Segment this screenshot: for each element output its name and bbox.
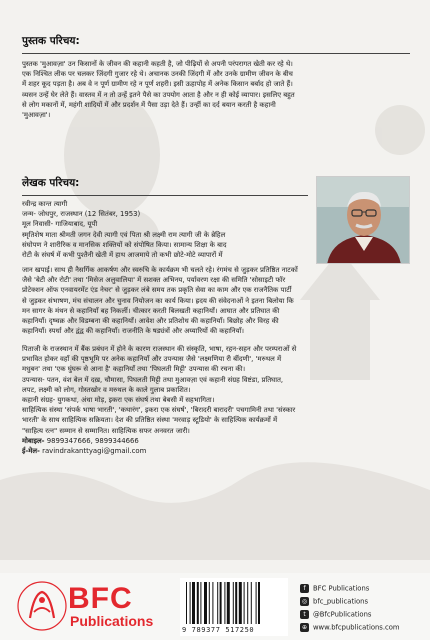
instagram-icon: ◎ — [301, 598, 308, 605]
author-text-line: प्रोटेक्शन ऑफ एनवायरमेंट एंड नेचर' से जुड़कर लंबे समय तक प्रकृति सेवा का काम और एक राजनैतिक पार्टी — [22, 286, 292, 295]
author-text-line: संघोपण ने शारीरिक व मानसिक शक्तियों को संपोषित किया। सामान्य शिक्षा के बाद — [22, 240, 227, 249]
publisher-emblem-icon — [16, 578, 68, 634]
publisher-logo: BFC — [68, 582, 133, 615]
author-career-line: लपट, लक्ष्मी को लोग, गोस्तखोर व मरुथल के काले गुलाब प्रकाशित। — [22, 385, 191, 394]
author-text-line: कहानियाँ। स्पर्धा और द्वंद्व की कहानियाँ। राजनीति के षड्यंत्रों और अय्यारियों की कहानियाँ। — [22, 327, 245, 336]
barcode-bar — [227, 582, 230, 624]
barcode-bar — [224, 582, 225, 624]
publisher-link-text: bfc_publications — [313, 597, 369, 606]
author-career-line: पिताजी के राजस्थान में बैंक प्रबंधन में होने के कारण राजस्थान की संस्कृति, भाषा, रहन-सहन और परम्पराओं से — [22, 345, 297, 353]
publisher-link-text: @BfcPublications — [313, 610, 372, 619]
author-career-line: मधुबन' तथा 'एक घुंघरू से आना है' कहानियाँ तथा 'पिघलती मिट्टी' उपन्यास की रचना की। — [22, 365, 246, 374]
barcode-bar — [235, 582, 237, 624]
book-intro-line: में शहर कूद पड़ता है। अब वे न पूर्ण ग्रामीण रहे न पूर्ण शहरी। इसी ऊहापोह में अनेक किसान बर्बाद हो जाते हैं। — [22, 80, 293, 89]
author-intro-body — [22, 265, 410, 336]
publisher-link-text: www.bfcpublications.com — [313, 623, 400, 632]
barcode-bar — [251, 582, 252, 624]
publisher-link-twitter[interactable] — [300, 610, 371, 619]
author-career-line: भारती' के साथ साहित्यिक सक्रियता। देश की प्रतिष्ठित संस्था 'मरवाड़ स्टूडियो' के साहित्यिक कार्यक्रमों में — [22, 416, 278, 425]
barcode-bar — [258, 582, 260, 624]
author-origin: मूल निवासी- गाजियाबाद, यूपी — [22, 220, 98, 229]
author-text-line: जैसे 'बेटी और रोटी' तथा 'मिसेज अलुवालिया' में सशक्त अभिनय, पर्यावरण रक्षा की समिति 'सोसाइटी फॉर — [22, 276, 286, 285]
mobile-number[interactable]: 9899347666, 9899344666 — [46, 436, 139, 445]
author-text-line: जान खपाई। साथ ही नैसर्गिक आकर्षण और स्वरुचि के कार्यक्रम भी चलते रहे। रंगमंच से जुड़कर प्रतिष्ठित नाटकों — [22, 266, 298, 274]
barcode-bar — [244, 582, 245, 624]
publisher-link-facebook[interactable] — [300, 584, 369, 593]
author-text-line: से जुड़कर संभाषण, मंच संचालन और चुनाव नियोजन का कार्य किया। ह्रदय की संवेदनाओं ने इतना बिलोया कि — [22, 296, 294, 305]
author-birth: जन्म- जोधपुर, राजस्थान (12 सितंबर, 1953) — [22, 210, 141, 219]
barcode-bar — [197, 582, 199, 624]
book-intro-line: एक निश्चित लीक पर चलकर जिंदगी गुजार रहे थे। अचानक उनकी जिंदगी में और उनके ग्रामीण जीवन के बीच — [22, 70, 293, 79]
barcode-bar — [239, 582, 242, 624]
barcode-bar — [200, 582, 201, 624]
barcode-bar — [247, 582, 248, 624]
author-career — [22, 344, 410, 456]
author-text-line: कहानियाँ। दृष्चक्र और विडम्बना की कहानियाँ। आवेश और प्रतिशोध की कहानियाँ। बिछोह और विरह की — [22, 317, 279, 326]
isbn-number: 9 789377 517250 — [182, 626, 255, 634]
author-intro-divider — [22, 195, 308, 196]
barcode-bar — [256, 582, 257, 624]
barcode-bar — [186, 582, 187, 624]
author-career-line: "साहित्य रत्न" सम्मान से सम्मानित। साहित्यिक सफर अनवरत जारी। — [22, 426, 190, 435]
author-career-line: उपन्यास- पतन, वंश बेल में दख़, चौमासा, पिघलती मिट्टी तथा मुआवज़ा एवं कहानी संग्रह विष्टंडा, प्रतिघात, — [22, 375, 284, 384]
publisher-link-instagram[interactable] — [300, 597, 368, 606]
twitter-icon: t — [300, 610, 309, 619]
barcode-bar — [217, 582, 218, 624]
book-intro-line: पुस्तक 'मुआवज़ा' उन किसानों के जीवन की कहानी कहती है, जो पीढ़ियों से अपनी परंपरागत खेती कर रहे थे। — [22, 60, 293, 68]
publisher-logo-sub: Publications — [70, 613, 154, 629]
email-label: ई-मेल- — [22, 447, 40, 456]
author-career-line: साहित्यिक संस्था 'संपर्क भाषा भारती', 'कथारंग', इकरा एक संघर्ष', 'बिरादरी बारादरी' पचगामिनी तथा 'संस्कार — [22, 406, 296, 415]
author-portrait-icon — [317, 177, 410, 264]
author-mobile-row — [22, 436, 410, 446]
author-text-line: रोटी के संघर्ष में कभी पुश्तैनी खेती में हाथ आजमाये तो कभी छोटे-मोटे व्यापारों में — [22, 251, 223, 260]
author-career-line: कहानी संग्रह- युगकथा, अंधा मोड़, इकरा एक संघर्ष तथा बेबसी में सहभागिता। — [22, 396, 215, 405]
book-intro-line: व्यसन उन्हें घेर लेते हैं। वास्तव में न तो उन्हें इतने पैसे का उपयोग आता है और न ही कोई व्यापार। इसलिए बहुत — [22, 90, 295, 99]
barcode-bar — [190, 582, 191, 624]
author-text-line: स्मृतिशेष माता श्रीमती जगन देवी त्यागी एवं पिता श्री लक्ष्मी राम त्यागी जी के ब्रेहिल — [22, 230, 226, 239]
web-icon: ⊕ — [301, 624, 308, 631]
author-name: रवीन्द्र कान्त त्यागी — [22, 200, 68, 208]
author-intro-title: लेखक परिचय: — [22, 177, 80, 189]
barcode-bar — [233, 582, 234, 624]
book-intro-text — [22, 59, 410, 120]
email-address[interactable]: ravindrakanttyagi@gmail.com — [42, 447, 147, 456]
book-intro-line: 'मुआवज़ा'। — [22, 111, 51, 120]
barcode-bar — [220, 582, 222, 624]
book-intro-divider — [22, 53, 410, 54]
barcode-bar — [212, 582, 213, 624]
book-intro-title: पुस्तक परिचय: — [22, 35, 80, 47]
book-intro-line: से लोग मकानों में, महंगी शादियों में और प्रदर्शन में पैसा उड़ा देते हैं। उन्हीं का दर्द बयान करती है कहानी — [22, 100, 276, 109]
publisher-link-text: BFC Publications — [313, 584, 370, 593]
author-email-row — [22, 446, 410, 456]
facebook-icon: f — [300, 584, 309, 593]
barcode-bar — [204, 582, 207, 624]
mobile-label: मोबाइल- — [22, 436, 45, 445]
author-intro-top — [22, 199, 322, 260]
barcode-bar — [192, 582, 195, 624]
author-photo — [316, 176, 410, 264]
author-career-line: प्रभावित होकर वहाँ की पृष्ठभूमि पर अनेक कहानियाँ और उपन्यास जैसे 'लक्ष्मणिया री बींदणी', 'मरुथल में — [22, 355, 282, 364]
barcode-bar — [209, 582, 210, 624]
publisher-link-web[interactable] — [300, 623, 400, 632]
author-text-line: मन सागर के मंथन से कहानियाँ बह निकलीं। चीत्कार करती बिलखती कहानियाँ। आघात और प्रतिघात की — [22, 306, 280, 315]
